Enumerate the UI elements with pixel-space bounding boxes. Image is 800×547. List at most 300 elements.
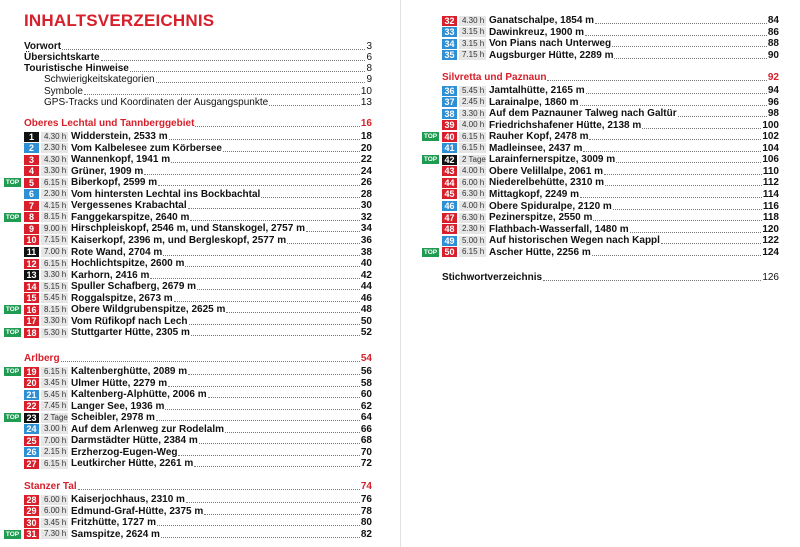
page-number: 106 [762,154,779,166]
duration-badge: 3.15 h [459,39,486,49]
route-number-badge: 13 [24,270,39,280]
route-name: Kaiserkopf, 2396 m, und Bergleskopf, 2577 m [71,234,287,246]
page-number: 32 [360,211,372,223]
page-number: 80 [360,517,372,529]
route-entry[interactable] [24,154,372,165]
duration-badge: 2.45 h [459,97,486,107]
leader-dots [130,71,366,72]
route-entry[interactable] [24,143,372,154]
duration-badge: 7.15 h [459,50,486,60]
leader-dots [612,46,767,47]
route-number-badge: 21 [24,390,39,400]
leader-dots [194,466,360,467]
leader-dots [168,386,360,387]
leader-dots [269,105,360,106]
route-number-badge: 19 [24,367,39,377]
leader-dots [661,243,761,244]
leader-dots [580,105,767,106]
section-heading[interactable] [442,72,779,83]
section-heading-label: Silvretta und Paznaun [442,72,547,83]
route-name: Von Pians nach Unterweg [489,38,612,50]
page-number: 66 [360,423,372,435]
duration-badge: 4.00 h [459,201,486,211]
page-number: 102 [762,131,779,143]
route-name: Mittagkopf, 2249 m [489,188,580,200]
page-number: 86 [767,26,779,38]
right-page [400,0,800,547]
duration-badge: 6.00 h [459,178,486,188]
page-number: 88 [767,38,779,50]
top-badge: TOP [5,306,20,314]
page-number: 120 [762,223,779,235]
page-number: 56 [360,366,372,377]
route-entry[interactable] [24,401,372,412]
route-name: Kaiserjochhaus, 2310 m [71,494,185,505]
route-entry[interactable] [24,166,372,177]
route-number-badge: 2 [24,143,39,153]
route-name: Ganatschalpe, 1854 m [489,15,595,26]
duration-badge: 6.15 h [41,178,68,188]
leader-dots [605,185,762,186]
page-number: 48 [360,304,372,316]
page-number: 90 [767,49,779,61]
duration-badge: 2 Tage [41,413,68,423]
route-entry[interactable] [442,108,779,119]
leader-dots [306,231,360,232]
route-name: Vom Rüfikopf nach Lech [71,315,188,327]
page-number: 28 [360,188,372,200]
route-name: Auf dem Paznauner Talweg nach Galtür [489,108,677,120]
leader-dots [190,220,359,221]
page-number: 76 [360,494,372,505]
route-entry[interactable] [24,281,372,292]
route-entry[interactable] [442,27,779,38]
leader-dots [589,139,761,140]
route-name: Ascher Hütte, 2256 m [489,246,591,258]
route-entry[interactable] [442,212,779,223]
route-number-badge: 37 [442,97,457,107]
route-number-badge: 29 [24,506,39,516]
route-name: Pezinerspitze, 2550 m [489,212,593,224]
duration-badge: 4.30 h [459,16,486,26]
page-number: 40 [360,258,372,270]
leader-dots [185,266,360,267]
leader-dots [161,537,360,538]
route-name: Jamtalhütte, 2165 m [489,85,585,96]
route-number-badge: 49 [442,236,457,246]
page-number: 116 [762,200,779,212]
route-number-badge: 7 [24,201,39,211]
duration-badge: 7.00 h [41,247,68,257]
route-entry[interactable] [24,389,372,400]
leader-dots [195,126,359,127]
duration-badge: 3.30 h [41,316,68,326]
route-name: Stuttgarter Hütte, 2305 m [71,327,190,339]
duration-badge: 5.45 h [41,293,68,303]
page-number: 62 [360,400,372,412]
route-entry[interactable] [24,200,372,211]
route-entry[interactable] [24,177,372,188]
route-number-badge: 23 [24,413,39,423]
route-entry[interactable] [442,247,779,258]
route-number-badge: 32 [442,16,457,26]
top-badge: TOP [5,179,20,187]
route-number-badge: 11 [24,247,39,257]
duration-badge: 7.15 h [41,235,68,245]
page-number: 52 [360,327,372,339]
leader-dots [62,49,365,50]
leader-dots [592,255,762,256]
duration-badge: 6.15 h [459,143,486,153]
duration-badge: 4.15 h [41,201,68,211]
page-number: 68 [360,435,372,447]
route-name: Madleinsee, 2437 m [489,142,583,154]
route-name: Larainfernerspitze, 3009 m [489,154,616,166]
duration-badge: 4.30 h [41,155,68,165]
route-entry[interactable] [442,15,779,26]
route-number-badge: 1 [24,132,39,142]
route-name: Scheibler, 2978 m [71,412,155,424]
page-number: 18 [360,131,372,142]
toc-entry-label: Vorwort [24,41,62,52]
page-number: 70 [360,446,372,458]
section-heading[interactable] [24,481,372,492]
toc-entry-label: Symbole [44,86,83,97]
route-entry[interactable] [24,304,372,315]
duration-badge: 4.30 h [41,132,68,142]
route-entry[interactable] [24,458,372,469]
route-number-badge: 3 [24,155,39,165]
route-name: Vom hintersten Lechtal ins Bockbachtal [71,188,261,200]
route-name: Obere Wildgrubenspitze, 2625 m [71,304,226,316]
leader-dots [165,409,359,410]
top-badge: TOP [5,213,20,221]
leader-dots [547,80,766,81]
page-number: 8 [366,63,372,74]
leader-dots [163,255,360,256]
page-number: 98 [767,108,779,120]
top-badge: TOP [5,329,20,337]
leader-dots [199,443,360,444]
route-entry[interactable] [442,120,779,131]
top-badge: TOP [423,248,438,256]
route-entry[interactable] [442,166,779,177]
toc-entry[interactable] [44,74,372,85]
route-name: Obere Spiduralpe, 2120 m [489,200,612,212]
route-number-badge: 28 [24,495,39,505]
duration-badge: 5.15 h [41,282,68,292]
route-entry[interactable] [24,424,372,435]
duration-badge: 4.00 h [459,166,486,176]
route-name: Darmstädter Hütte, 2384 m [71,435,198,447]
page-number: 3 [366,41,372,52]
page-number: 9 [366,74,372,85]
route-number-badge: 18 [24,328,39,338]
leader-dots [157,525,360,526]
duration-badge: 2.30 h [459,224,486,234]
route-number-badge: 5 [24,178,39,188]
duration-badge: 7.30 h [41,529,68,539]
toc-entry[interactable] [24,41,372,52]
top-badge: TOP [423,133,438,141]
route-number-badge: 12 [24,259,39,269]
page-number: 34 [360,223,372,235]
route-entry[interactable] [24,270,372,281]
route-name: Augsburger Hütte, 2289 m [489,49,614,61]
leader-dots [595,23,767,24]
route-entry[interactable] [24,494,372,505]
section-heading-label: Oberes Lechtal und Tannberggebiet [24,118,195,129]
leader-dots [593,220,761,221]
route-number-badge: 38 [442,109,457,119]
page-number: 20 [360,142,372,154]
route-number-badge: 43 [442,166,457,176]
page-number: 6 [366,52,372,63]
route-number-badge: 6 [24,189,39,199]
route-entry[interactable] [442,201,779,212]
page-number: 100 [762,119,779,131]
page-number: 72 [360,458,372,470]
section-heading[interactable] [24,118,372,129]
duration-badge: 6.00 h [41,506,68,516]
leader-dots [261,197,360,198]
route-number-badge: 16 [24,305,39,315]
duration-badge: 2 Tage [459,155,486,165]
leader-dots [188,208,360,209]
route-name: Edmund-Graf-Hütte, 2375 m [71,505,204,517]
route-entry[interactable] [442,189,779,200]
leader-dots [101,60,366,61]
page-number: 82 [360,528,372,540]
duration-badge: 3.00 h [41,424,68,434]
route-number-badge: 41 [442,143,457,153]
leader-dots [208,397,360,398]
page-number: 36 [360,234,372,246]
duration-badge: 6.30 h [459,189,486,199]
duration-badge: 6.15 h [41,259,68,269]
leader-dots [225,432,360,433]
route-number-badge: 48 [442,224,457,234]
route-entry[interactable] [442,85,779,96]
leader-dots [226,312,359,313]
route-number-badge: 15 [24,293,39,303]
route-entry[interactable] [442,177,779,188]
leader-dots [614,58,766,59]
page-number: 78 [360,505,372,517]
route-name: Karhorn, 2416 m [71,269,150,281]
route-entry[interactable] [24,435,372,446]
route-number-badge: 46 [442,201,457,211]
route-name: Hirschpleiskopf, 2546 m, und Stanskogel, 2757 m [71,223,305,235]
route-entry[interactable] [442,235,779,246]
leader-dots [191,335,360,336]
route-entry[interactable] [24,223,372,234]
duration-badge: 6.15 h [459,132,486,142]
leader-dots [616,162,761,163]
page-number: 50 [360,315,372,327]
route-number-badge: 35 [442,50,457,60]
route-number-badge: 27 [24,459,39,469]
page-number: 126 [762,272,779,283]
page-number: 10 [360,86,372,97]
duration-badge: 2.15 h [41,447,68,457]
route-number-badge: 36 [442,86,457,96]
route-name: Fritzhütte, 1727 m [71,517,157,529]
leader-dots [586,93,767,94]
page-number: 84 [767,15,779,26]
route-entry[interactable] [24,258,372,269]
top-badge: TOP [5,530,20,538]
toc-entry-label: GPS-Tracks und Koordinaten der Ausgangspunkte [44,97,269,108]
route-number-badge: 33 [442,27,457,37]
route-number-badge: 42 [442,155,457,165]
leader-dots [543,280,761,281]
leader-dots [169,139,360,140]
route-entry[interactable] [24,131,372,142]
page-number: 124 [762,246,779,258]
leader-dots [583,151,761,152]
page-number: 26 [360,177,372,189]
route-entry[interactable] [24,378,372,389]
top-badge: TOP [5,368,20,375]
duration-badge: 2.30 h [41,189,68,199]
leader-dots [150,278,360,279]
section-heading-label: Stanzer Tal [24,481,77,492]
leader-dots [156,82,366,83]
section-heading[interactable] [24,353,372,364]
route-entry[interactable] [24,412,372,423]
route-name: Widderstein, 2533 m [71,131,168,142]
route-entry[interactable] [442,154,779,165]
route-name: Kaltenberg-Alphütte, 2006 m [71,389,207,401]
route-name: Rauher Kopf, 2478 m [489,131,589,143]
route-number-badge: 22 [24,401,39,411]
page-number: 24 [360,165,372,177]
route-entry[interactable] [442,131,779,142]
route-number-badge: 10 [24,235,39,245]
leader-dots [78,489,360,490]
leader-dots [223,151,360,152]
route-name: Fanggekarspitze, 2640 m [71,211,190,223]
page-number: 42 [360,269,372,281]
route-name: Biberkopf, 2599 m [71,177,158,189]
route-name: Hochlichtspitze, 2600 m [71,258,185,270]
duration-badge: 3.30 h [41,166,68,176]
duration-badge: 7.00 h [41,436,68,446]
route-entry[interactable] [24,529,372,540]
leader-dots [171,162,360,163]
leader-dots [174,301,360,302]
route-name: Roggalspitze, 2673 m [71,292,173,304]
duration-badge: 6.15 h [41,459,68,469]
route-name: Langer See, 1936 m [71,400,165,412]
route-entry[interactable] [24,212,372,223]
route-number-badge: 30 [24,518,39,528]
duration-badge: 5.45 h [459,86,486,96]
page-number: 96 [767,96,779,108]
page-number: 58 [360,377,372,389]
page-number: 38 [360,246,372,258]
page-number: 74 [360,481,372,492]
toc-entry-label: Touristische Hinweise [24,63,129,74]
page-number: 114 [762,188,779,200]
route-entry[interactable] [442,38,779,49]
route-entry[interactable] [24,316,372,327]
route-entry[interactable] [24,235,372,246]
page-number: 122 [762,235,779,247]
route-entry[interactable] [442,97,779,108]
route-entry[interactable] [24,366,372,377]
page-number: 22 [360,154,372,166]
page-number: 104 [762,142,779,154]
route-entry[interactable] [24,293,372,304]
route-name: Grüner, 1909 m [71,165,144,177]
duration-badge: 6.00 h [41,495,68,505]
leader-dots [197,289,360,290]
route-number-badge: 4 [24,166,39,176]
route-entry[interactable] [442,50,779,61]
leader-dots [189,324,360,325]
route-entry[interactable] [24,247,372,258]
route-name: Wannenkopf, 1941 m [71,154,171,166]
toc-entry[interactable] [44,97,372,108]
duration-badge: 9.00 h [41,224,68,234]
route-entry[interactable] [442,224,779,235]
leader-dots [585,35,767,36]
route-number-badge: 20 [24,378,39,388]
duration-badge: 3.30 h [459,109,486,119]
duration-badge: 8.15 h [41,305,68,315]
toc-entry[interactable] [24,63,372,74]
leader-dots [158,185,360,186]
page-number: 46 [360,292,372,304]
duration-badge: 3.15 h [459,27,486,37]
route-number-badge: 31 [24,529,39,539]
route-number-badge: 14 [24,282,39,292]
duration-badge: 3.30 h [41,270,68,280]
route-name: Kaltenberghütte, 2089 m [71,366,188,377]
route-entry[interactable] [24,189,372,200]
route-name: Spuller Schafberg, 2679 m [71,281,197,293]
route-name: Leutkircher Hütte, 2261 m [71,458,194,470]
route-number-badge: 45 [442,189,457,199]
route-number-badge: 17 [24,316,39,326]
route-entry[interactable] [24,506,372,517]
toc-entry-label: Stichwortverzeichnis [442,272,543,283]
leader-dots [84,94,360,95]
route-entry[interactable] [24,447,372,458]
toc-entry[interactable] [442,272,779,283]
route-number-badge: 9 [24,224,39,234]
route-name: Auf dem Arlenweg zur Rodelalm [71,423,224,435]
toc-entry[interactable] [44,86,372,97]
leader-dots [186,502,360,503]
route-number-badge: 39 [442,120,457,130]
route-entry[interactable] [24,517,372,528]
leader-dots [642,128,761,129]
route-entry[interactable] [24,327,372,338]
route-entry[interactable] [442,143,779,154]
page-number: 92 [767,72,779,83]
page-number: 16 [360,118,372,129]
route-number-badge: 26 [24,447,39,457]
route-name: Erzherzog-Eugen-Weg [71,446,178,458]
leader-dots [144,174,360,175]
route-name: Dawinkreuz, 1900 m [489,26,585,38]
top-badge: TOP [5,414,20,422]
leader-dots [178,455,359,456]
toc-entry[interactable] [24,52,372,63]
